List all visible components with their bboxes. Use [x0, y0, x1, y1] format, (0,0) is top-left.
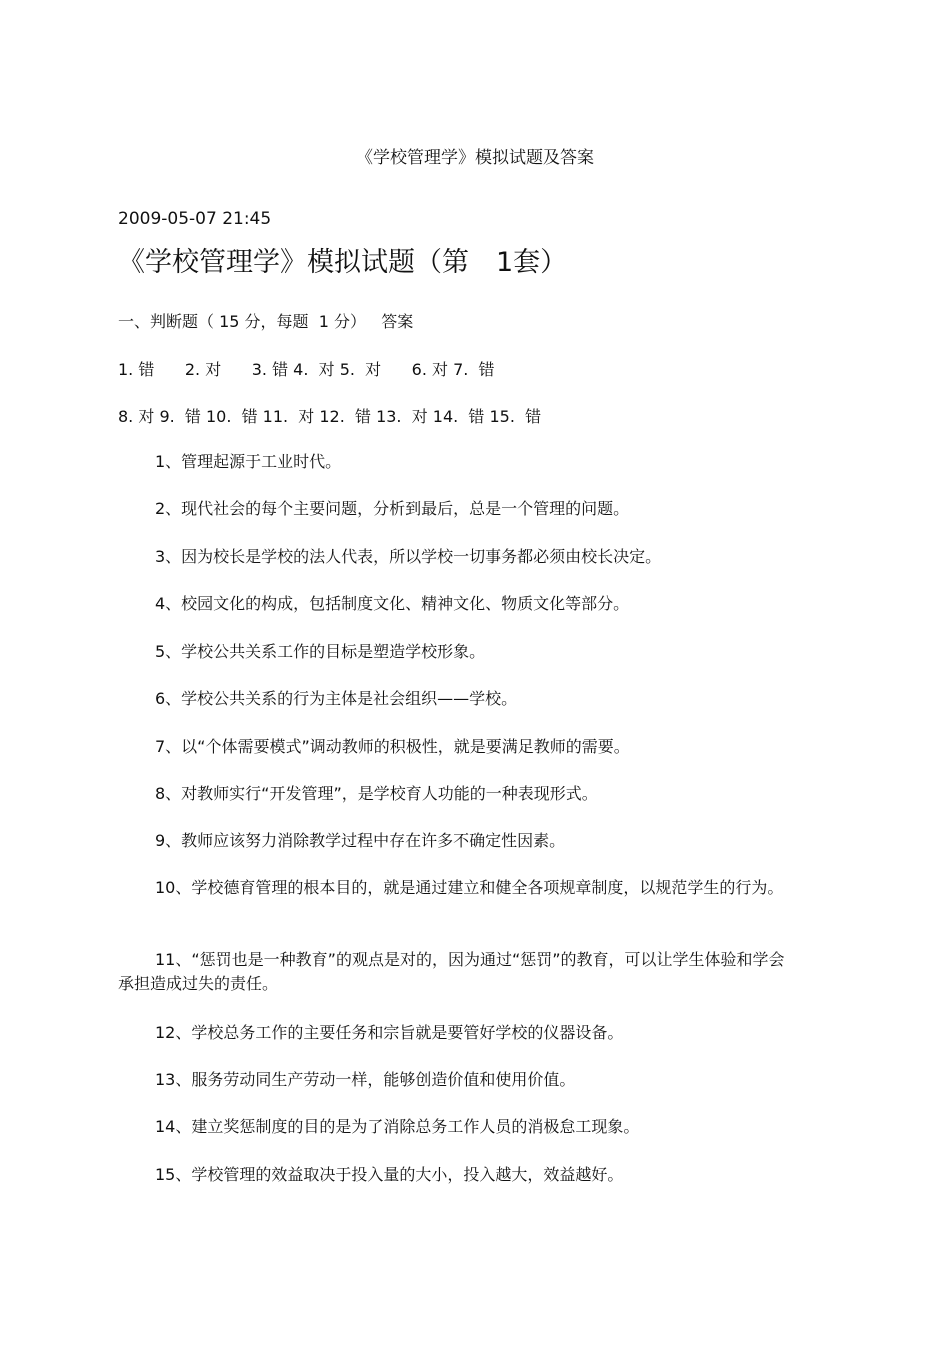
post-timestamp: 2009-05-07 21:45	[118, 209, 272, 229]
question-item: 5、学校公共关系工作的目标是塑造学校形象。	[155, 642, 486, 661]
document-title: 《学校管理学》模拟试题及答案	[356, 148, 594, 168]
question-item: 7、以“个体需要模式”调动教师的积极性，就是要满足教师的需要。	[155, 737, 630, 756]
question-item: 13、服务劳动同生产劳动一样，能够创造价值和使用价值。	[155, 1070, 576, 1089]
question-item: 10、学校德育管理的根本目的，就是通过建立和健全各项规章制度，以规范学生的行为。	[155, 878, 784, 897]
question-item: 12、学校总务工作的主要任务和宗旨就是要管好学校的仪器设备。	[155, 1023, 624, 1042]
section-heading: 一、判断题（ 15 分，每题 1 分） 答案	[118, 312, 414, 331]
question-item: 4、校园文化的构成，包括制度文化、精神文化、物质文化等部分。	[155, 594, 630, 613]
question-item: 8、对教师实行“开发管理”，是学校育人功能的一种表现形式。	[155, 784, 598, 803]
question-item: 9、教师应该努力消除教学过程中存在许多不确定性因素。	[155, 831, 566, 850]
answer-key-line: 1. 错 2. 对 3. 错 4. 对 5. 对 6. 对 7. 错	[118, 360, 495, 379]
question-item: 1、管理起源于工业时代。	[155, 452, 342, 471]
question-item: 15、学校管理的效益取决于投入量的大小，投入越大，效益越好。	[155, 1165, 624, 1184]
question-item: 6、学校公共关系的行为主体是社会组织——学校。	[155, 689, 518, 708]
exam-heading: 《学校管理学》模拟试题（第 1套）	[118, 247, 568, 278]
answer-key-line: 8. 对 9. 错 10. 错 11. 对 12. 错 13. 对 14. 错 15. 错	[118, 407, 542, 426]
question-item: 3、因为校长是学校的法人代表，所以学校一切事务都必须由校长决定。	[155, 547, 662, 566]
question-item: 11、“惩罚也是一种教育”的观点是对的，因为通过“惩罚”的教育，可以让学生体验和学会承担造成过失的责任。	[118, 950, 785, 993]
question-item: 14、建立奖惩制度的目的是为了消除总务工作人员的消极怠工现象。	[155, 1117, 640, 1136]
question-item: 2、现代社会的每个主要问题，分析到最后，总是一个管理的问题。	[155, 499, 630, 518]
